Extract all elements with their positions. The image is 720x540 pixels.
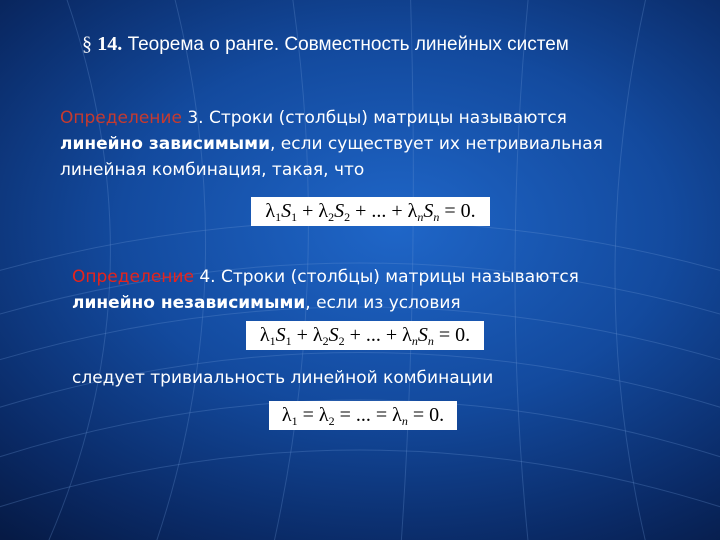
definition-3-number: 3. [187,108,204,128]
definition-4-label: Определение [72,267,194,287]
definition-3 [60,105,603,183]
formula-condition: $\lambda_1S_1 + \lambda_2S_2$ + ... + $\lambda_nS_n = 0$. [246,321,484,350]
formula-linear-combination: $\lambda_1S_1 + \lambda_2S_2$ + ... + $\lambda_nS_n = 0$. [251,197,490,226]
definition-3-label: Определение [60,108,182,128]
definition-4 [72,264,579,316]
definition-4-term: линейно независимыми [72,293,306,313]
conclusion-text: следует тривиальность линейной комбинации [72,368,494,388]
definition-3-line1: Строки (столбцы) матрицы называются [208,108,567,128]
definition-3-line2: , если существует их нетривиальная [269,134,603,154]
definition-4-line1: Строки (столбцы) матрицы называются [220,267,579,287]
page-title [82,33,569,56]
definition-4-line2: , если из условия [305,293,461,313]
section-number: 14. [97,33,123,55]
formula-trivial: $\lambda_1 = \lambda_2$ = ... = $\lambda_n = 0$. [269,401,457,430]
definition-4-number: 4. [199,267,216,287]
title-text: Теорема о ранге. Совместность линейных систем [127,34,569,55]
definition-3-line3: линейная комбинация, такая, что [60,160,365,180]
definition-3-term: линейно зависимыми [60,134,270,154]
section-sign: § [82,33,92,55]
